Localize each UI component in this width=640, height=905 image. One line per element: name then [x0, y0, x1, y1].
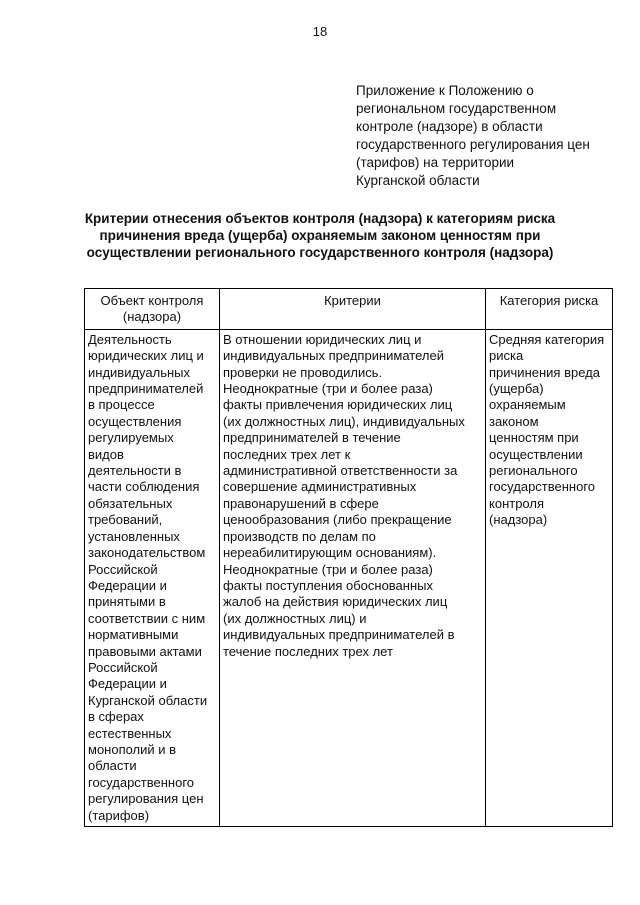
cell-line: (их должностных лиц), индивидуальных — [223, 413, 465, 429]
cell-line: юридических лиц и — [88, 348, 204, 364]
cell-line: нереабилитирующим основаниям). — [223, 545, 437, 561]
cell-line: предпринимателей — [88, 381, 204, 397]
cell-line: охраняемым — [489, 397, 566, 413]
title-line: осуществлении регионального государственного контроля (надзора) — [86, 245, 554, 260]
cell-line: Российской — [88, 561, 158, 577]
cell-line: законодательством — [88, 545, 206, 561]
appendix-line: государственного регулирования цен — [356, 137, 590, 152]
cell-line: Курганской области — [88, 692, 208, 708]
cell-line: совершение административных — [223, 479, 417, 495]
cell-line: области — [88, 758, 137, 774]
cell-line: административной ответственности за — [223, 463, 458, 479]
cell-line: установленных — [88, 528, 180, 544]
cell-line: проверки не проводились. — [223, 364, 383, 380]
table-header-row — [85, 289, 613, 330]
category-cell — [486, 329, 613, 826]
cell-line: факты поступления обоснованных — [223, 577, 433, 593]
cell-line: правонарушений в сфере — [223, 495, 379, 511]
cell-line: последних трех лет к — [223, 446, 351, 462]
cell-line: регулируемых — [88, 430, 174, 446]
document-title — [40, 210, 600, 261]
table-row — [85, 329, 613, 826]
cell-line: (тарифов) — [88, 807, 150, 823]
cell-line: нормативными — [88, 627, 179, 643]
header-object — [85, 289, 220, 330]
cell-line: течение последних трех лет — [223, 643, 393, 659]
cell-line: Средняя категория — [489, 331, 605, 347]
cell-line: (их должностных лиц) и — [223, 610, 367, 626]
cell-line: причинения вреда — [489, 364, 600, 380]
title-line: причинения вреда (ущерба) охраняемым законом ценностям при — [99, 228, 541, 243]
cell-line: производств по делам по — [223, 528, 376, 544]
title-line: Критерии отнесения объектов контроля (надзора) к категориям риска — [84, 211, 556, 226]
cell-line: ценностям при — [489, 430, 579, 446]
object-cell — [85, 329, 220, 826]
cell-line: жалоб на действия юридических лиц — [223, 594, 448, 610]
header-criteria-line: Критерии — [324, 293, 381, 308]
cell-line: осуществления — [88, 413, 182, 429]
cell-line: правовыми актами — [88, 643, 202, 659]
cell-line: в процессе — [88, 397, 155, 413]
cell-line: индивидуальных предпринимателей в — [223, 627, 455, 643]
cell-line: государственного — [88, 774, 195, 790]
cell-line: Неоднократные (три и более раза) — [223, 561, 433, 577]
cell-line: Федерации и — [88, 577, 167, 593]
cell-line: факты привлечения юридических лиц — [223, 397, 453, 413]
cell-line: (ущерба) — [489, 381, 544, 397]
criteria-table — [84, 288, 613, 827]
cell-line: Деятельность — [88, 331, 172, 347]
header-object-line: Объект контроля — [100, 293, 204, 308]
cell-line: регионального — [489, 463, 578, 479]
cell-line: контроля — [489, 495, 544, 511]
appendix-line: региональном государственном — [356, 101, 557, 116]
header-category-line: Категория риска — [499, 293, 599, 308]
header-object-line: (надзора) — [122, 309, 182, 325]
cell-line: осуществлении — [489, 446, 583, 462]
cell-line: части соблюдения — [88, 479, 200, 495]
cell-line: В отношении юридических лиц и — [223, 331, 422, 347]
cell-line: монополий и в — [88, 741, 177, 757]
cell-line: соответствии с ним — [88, 610, 206, 626]
cell-line: государственного — [489, 479, 596, 495]
cell-line: обязательных — [88, 495, 173, 511]
cell-line: индивидуальных — [88, 364, 191, 380]
cell-line: Федерации и — [88, 676, 167, 692]
page-number: 18 — [312, 24, 328, 39]
cell-line: деятельности в — [88, 463, 182, 479]
cell-line: принятыми в — [88, 594, 166, 610]
cell-line: требований, — [88, 512, 163, 528]
header-category — [486, 289, 613, 330]
cell-line: Российской — [88, 659, 158, 675]
appendix-line: (тарифов) на территории — [356, 155, 515, 170]
cell-line: риска — [489, 348, 524, 364]
appendix-note — [356, 82, 626, 190]
criteria-cell — [220, 329, 486, 826]
cell-line: (надзора) — [489, 512, 548, 528]
header-criteria — [220, 289, 486, 330]
cell-line: видов — [88, 446, 124, 462]
cell-line: в сферах — [88, 709, 144, 725]
cell-line: индивидуальных предпринимателей — [223, 348, 444, 364]
cell-line: предпринимателей в течение — [223, 430, 401, 446]
cell-line: регулирования цен — [88, 791, 204, 807]
cell-line: законом — [489, 413, 539, 429]
appendix-line: Приложение к Положению о — [356, 83, 534, 98]
cell-line: естественных — [88, 725, 172, 741]
appendix-line: контроле (надзоре) в области — [356, 119, 543, 134]
cell-line: Неоднократные (три и более раза) — [223, 381, 433, 397]
cell-line: ценообразования (либо прекращение — [223, 512, 452, 528]
appendix-line: Курганской области — [356, 173, 480, 188]
